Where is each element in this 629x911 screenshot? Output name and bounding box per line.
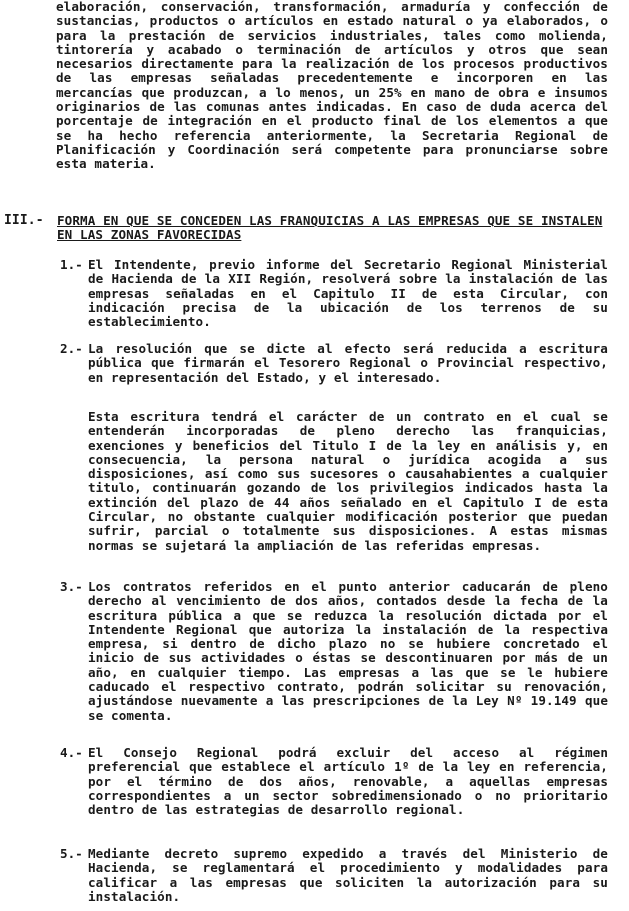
item-number-1: 1.-	[60, 257, 83, 272]
intro-paragraph	[56, 0, 608, 172]
item-subparagraph-2	[88, 410, 608, 553]
item-text-5	[88, 847, 608, 904]
item-paragraph-2: La resolución que se dicte al efecto será reducida a escritura pública que firmarán el Tesorero Regional o Provincial respectivo, en representación del Estado, y el interesado.	[88, 341, 608, 385]
item-text-1	[88, 258, 608, 329]
item-number-5: 5.-	[60, 846, 83, 861]
item-number-4: 4.-	[60, 745, 83, 760]
intro-paragraph-text: elaboración, conservación, transformación, armaduría y confección de sustancias, productos o artículos en estado natural o ya elaborados, o para la prestación de servicios industriales, tales como molienda, tintorería y acabado o terminación de artículos y otros que sean necesarios directamente para la realización de los procesos productivos de las empresas señaladas precedentemente e incorporen en las mercancías que produzcan, a lo menos, un 25% en mano de obra e insumos originarios de las comunas antes indicadas. En caso de duda acerca del porcentaje de integración en el producto final de los elementos a que se ha hecho referencia anteriormente, la Secretaria Regional de Planificación y Coordinación será competente para pronunciarse sobre esta materia.	[56, 0, 608, 172]
item-paragraph-5: Mediante decreto supremo expedido a través del Ministerio de Hacienda, se reglamentará el procedimiento y modalidades para calificar a las empresas que soliciten la autorización para su instalación.	[88, 846, 608, 904]
item-subparagraph-2-text: Esta escritura tendrá el carácter de un contrato en el cual se entenderán incorporadas de pleno derecho las franquicias, exenciones y beneficios del Titulo I de la ley en análisis y, en consecuencia, la persona natural o jurídica acogida a sus disposiciones, así como sus sucesores o causahabientes a cualquier titulo, continuarán gozando de los privilegios indicados hasta la extinción del plazo de 44 años señalado en el Capitulo I de esta Circular, no obstante cualquier modificación posterior que puedan sufrir, parcial o totalmente sus disposiciones. A estas mismas normas se sujetará la ampliación de las referidas empresas.	[88, 409, 608, 553]
item-paragraph-1: El Intendente, previo informe del Secretario Regional Ministerial de Hacienda de la XII Región, resolverá sobre la instalación de las empresas señaladas en el Capitulo II de esta Circular, con indicación precisa de la ubicación de los terrenos de su establecimiento.	[88, 257, 608, 330]
section-title: FORMA EN QUE SE CONCEDEN LAS FRANQUICIAS A LAS EMPRESAS QUE SE INSTALEN EN LAS ZONAS FAVORECIDAS	[57, 213, 603, 243]
item-paragraph-3: Los contratos referidos en el punto anterior caducarán de pleno derecho al vencimiento de dos años, contados desde la fecha de la escritura pública a que se reduzca la resolución dictada por el Intendente Regional que autoriza la instalación de la respectiva empresa, si dentro de dicho plazo no se hubiere concretado el inicio de sus actividades o éstas se descontinuaren por más de un año, en cualquier tiempo. Las empresas a las que se le hubiere caducado el respectivo contrato, podrán solicitar su renovación, ajustándose nuevamente a las prescripciones de la Ley Nº 19.149 que se comenta.	[88, 579, 608, 723]
item-paragraph-4: El Consejo Regional podrá excluir del acceso al régimen preferencial que establece el artículo 1º de la ley en referencia, por el término de dos años, renovable, a aquellas empresas correspondientes a un sector sobredimensionado o no prioritario dentro de las estrategias de desarrollo regional.	[88, 745, 608, 818]
item-text-4	[88, 746, 608, 817]
section-number: III.-	[4, 213, 44, 228]
item-text-2	[88, 342, 608, 385]
item-text-3	[88, 580, 608, 723]
item-number-2: 2.-	[60, 341, 83, 356]
item-number-3: 3.-	[60, 579, 83, 594]
